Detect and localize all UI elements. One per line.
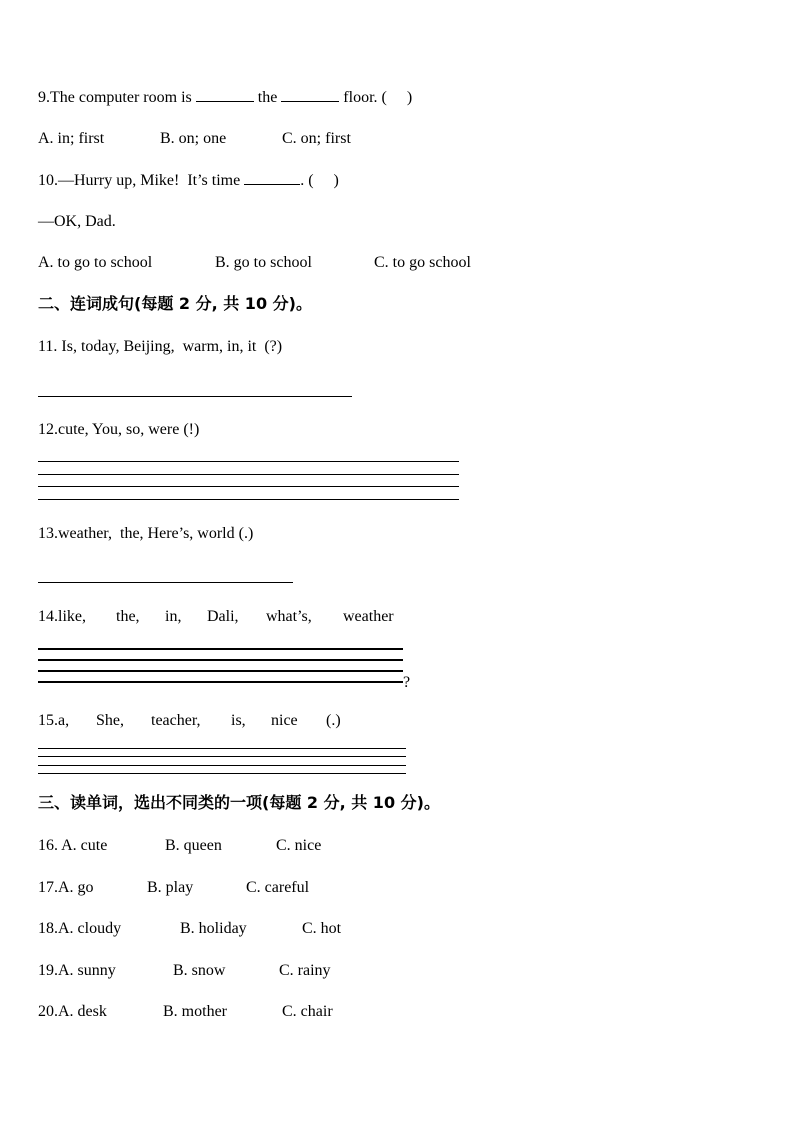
answer-blank[interactable] xyxy=(244,170,300,185)
question-text: the xyxy=(253,89,282,106)
option-c: C. nice xyxy=(276,837,322,854)
answer-blank[interactable] xyxy=(196,87,254,102)
option-c: C. hot xyxy=(302,920,342,937)
answer-line[interactable] xyxy=(38,670,403,672)
option-c: C. to go school xyxy=(374,254,471,271)
answer-line[interactable] xyxy=(38,648,403,650)
answer-line[interactable] xyxy=(38,748,406,749)
answer-blank[interactable] xyxy=(281,87,339,102)
answer-line[interactable] xyxy=(38,773,406,774)
scrambled-word: is, xyxy=(231,712,246,729)
option-b: B. queen xyxy=(165,837,222,854)
scrambled-word: what’s, xyxy=(266,608,312,625)
option-a: A. in; first xyxy=(38,130,105,147)
answer-line[interactable] xyxy=(38,681,403,683)
option-b: B. mother xyxy=(163,1003,227,1020)
question-text: floor. ( ) xyxy=(339,89,413,106)
question-15-number: 15.a, xyxy=(38,712,70,729)
answer-line[interactable] xyxy=(38,582,293,583)
scrambled-word: nice xyxy=(271,712,298,729)
option-b: B. go to school xyxy=(215,254,312,271)
option-b: B. holiday xyxy=(180,920,247,937)
question-20-option-a: 20.A. desk xyxy=(38,1003,107,1020)
answer-line[interactable] xyxy=(38,756,406,757)
scrambled-word: in, xyxy=(165,608,182,625)
answer-line[interactable] xyxy=(38,765,406,766)
answer-line[interactable] xyxy=(38,486,459,487)
question-19-option-a: 19.A. sunny xyxy=(38,962,116,979)
option-b: B. play xyxy=(147,879,194,896)
answer-line[interactable] xyxy=(38,659,403,661)
question-text: . ( ) xyxy=(300,172,339,189)
scrambled-word: (.) xyxy=(326,712,341,729)
option-c: C. on; first xyxy=(282,130,351,147)
section-heading: 三、读单词，选出不同类的一项(每题 2 分, 共 10 分)。 xyxy=(38,793,440,812)
answer-line[interactable] xyxy=(38,499,459,500)
option-c: C. rainy xyxy=(279,962,331,979)
question-9 xyxy=(38,87,412,108)
question-text: The computer room is xyxy=(50,89,196,106)
answer-line[interactable] xyxy=(38,396,352,397)
question-12: 12.cute, You, so, were (!) xyxy=(38,421,200,438)
question-text: 10.—Hurry up, Mike! It’s time xyxy=(38,172,245,189)
section-heading: 二、连词成句(每题 2 分, 共 10 分)。 xyxy=(38,294,312,313)
scrambled-word: Dali, xyxy=(207,608,239,625)
question-13: 13.weather, the, Here’s, world (.) xyxy=(38,525,254,542)
question-18-option-a: 18.A. cloudy xyxy=(38,920,122,937)
question-14-number: 14.like, xyxy=(38,608,86,625)
option-a: A. to go to school xyxy=(38,254,153,271)
option-c: C. careful xyxy=(246,879,310,896)
question-mark: ? xyxy=(403,674,411,691)
option-b: B. snow xyxy=(173,962,226,979)
answer-line[interactable] xyxy=(38,474,459,475)
question-number: 9. xyxy=(38,89,50,106)
scrambled-word: the, xyxy=(116,608,140,625)
question-16-option-a: 16. A. cute xyxy=(38,837,108,854)
question-10-reply: —OK, Dad. xyxy=(38,213,116,230)
answer-line[interactable] xyxy=(38,461,459,462)
scrambled-word: She, xyxy=(96,712,124,729)
scrambled-word: weather xyxy=(343,608,394,625)
question-11: 11. Is, today, Beijing, warm, in, it (?) xyxy=(38,338,283,355)
option-b: B. on; one xyxy=(160,130,227,147)
question-17-option-a: 17.A. go xyxy=(38,879,94,896)
scrambled-word: teacher, xyxy=(151,712,201,729)
option-c: C. chair xyxy=(282,1003,333,1020)
question-10 xyxy=(38,170,339,191)
